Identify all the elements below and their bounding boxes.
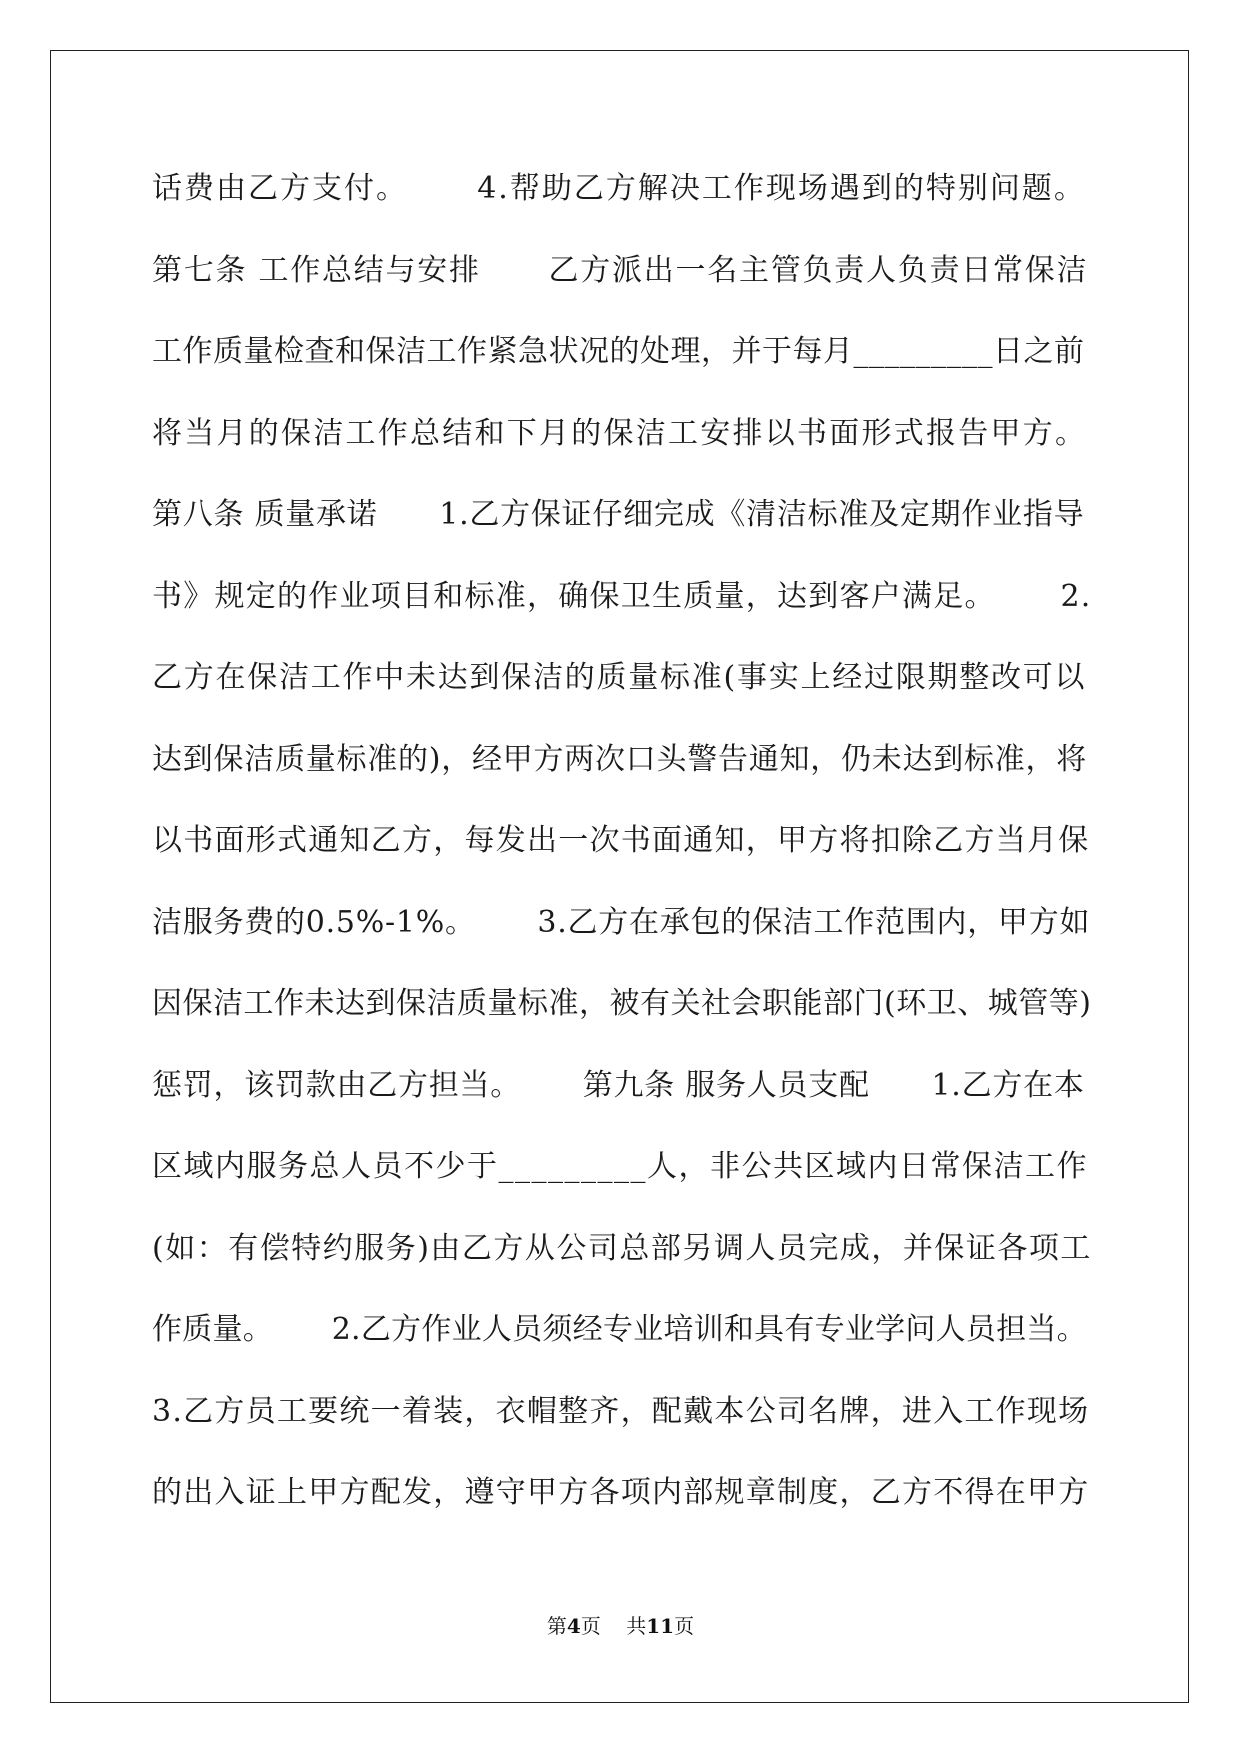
text-line: 以书面形式通知乙方，每发出一次书面通知，甲方将扣除乙方当月保 — [152, 823, 1090, 858]
page-number: 4 — [566, 1614, 581, 1638]
text-line: 因保洁工作未达到保洁质量标准，被有关社会职能部门(环卫、城管等) — [152, 986, 1092, 1021]
text-line: 洁服务费的0.5%-1%。 3.乙方在承包的保洁工作范围内，甲方如 — [152, 904, 1091, 940]
text-line: 区域内服务总人员不少于_________人，非公共区域内日常保洁工作 — [152, 1149, 1088, 1184]
text-line: 作质量。 2.乙方作业人员须经专业培训和具有专业学问人员担当。 — [152, 1312, 1087, 1347]
text-line: 书》规定的作业项目和标准，确保卫生质量，达到客户满足。 2. — [152, 578, 1092, 614]
footer-total-suffix: 页 — [674, 1614, 695, 1638]
document-body — [152, 148, 1092, 1534]
text-line: 惩罚，该罚款由乙方担当。 第九条 服务人员支配 1.乙方在本 — [152, 1067, 1085, 1103]
text-line: 3.乙方员工要统一着装，衣帽整齐，配戴本公司名牌，进入工作现场 — [152, 1393, 1090, 1429]
text-line: 第七条 工作总结与安排 乙方派出一名主管负责人负责日常保洁 — [152, 252, 1089, 288]
page-footer — [0, 1610, 1241, 1639]
text-line: (如：有偿特约服务)由乙方从公司总部另调人员完成，并保证各项工 — [152, 1230, 1092, 1266]
footer-total-prefix: 共 — [626, 1614, 647, 1638]
text-line: 将当月的保洁工作总结和下月的保洁工安排以书面形式报告甲方。 — [152, 415, 1088, 451]
footer-page-suffix: 页 — [580, 1614, 601, 1638]
footer-prefix: 第 — [546, 1614, 567, 1638]
text-line: 的出入证上甲方配发，遵守甲方各项内部规章制度，乙方不得在甲方 — [152, 1475, 1090, 1510]
text-line: 乙方在保洁工作中未达到保洁的质量标准(事实上经过限期整改可以 — [152, 660, 1087, 695]
total-pages: 11 — [646, 1614, 675, 1638]
text-line: 达到保洁质量标准的)，经甲方两次口头警告通知，仍未达到标准，将 — [152, 741, 1087, 777]
text-line: 话费由乙方支付。 4.帮助乙方解决工作现场遇到的特别问题。 — [152, 171, 1086, 206]
text-line: 第八条 质量承诺 1.乙方保证仔细完成《清洁标准及定期作业指导 — [152, 497, 1085, 532]
text-line: 工作质量检查和保洁工作紧急状况的处理，并于每月_________日之前 — [152, 334, 1085, 369]
